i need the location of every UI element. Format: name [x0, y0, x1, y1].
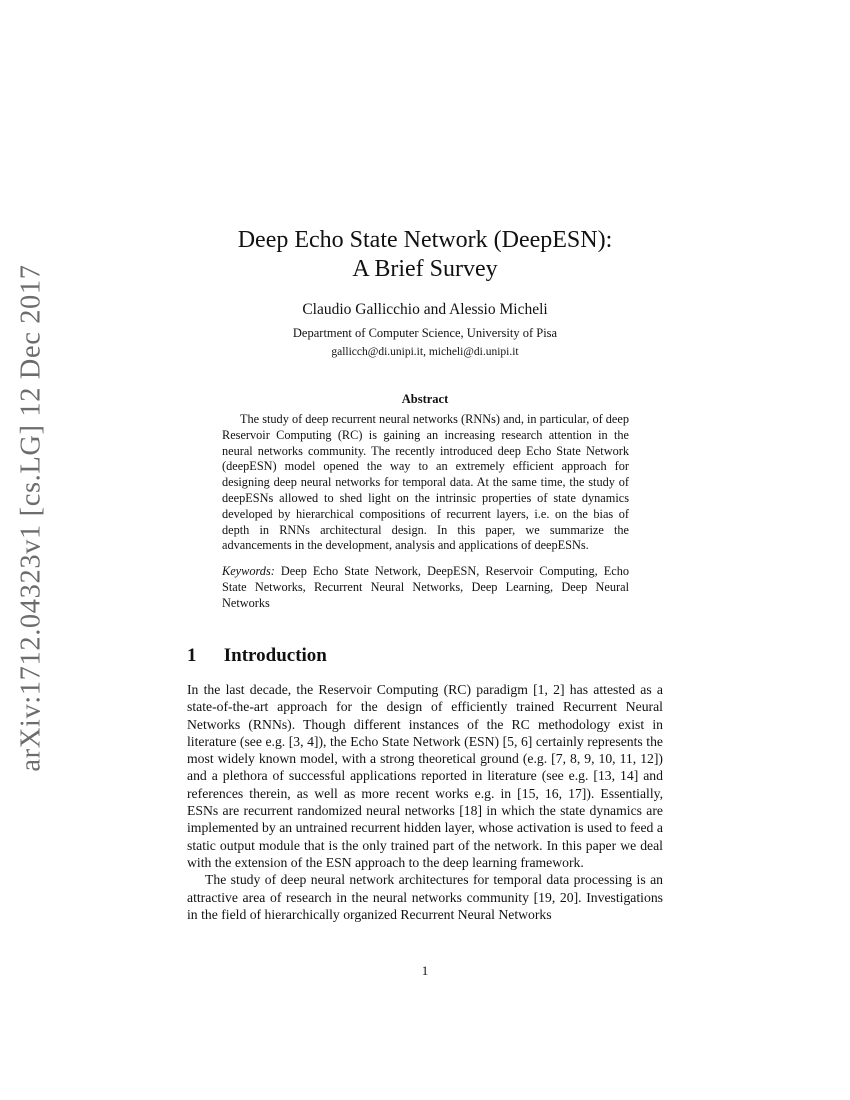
introduction-body [187, 681, 663, 923]
intro-paragraph-2: The study of deep neural network architectures for temporal data processing is an attractive area of research in the neural networks community [19, 20]. Investigations in the field of hierarchically organized Recurrent Neural Networks [187, 872, 663, 922]
author-affiliation: Department of Computer Science, University of Pisa [292, 326, 558, 340]
arxiv-identifier-text: arXiv:1712.04323v1 [cs.LG] 12 Dec 2017 [16, 264, 48, 772]
paper-authors: Claudio Gallicchio and Alessio Micheli [302, 301, 548, 318]
section-number: 1 [187, 645, 197, 666]
abstract-text: The study of deep recurrent neural networks (RNNs) and, in particular, of deep Reservoir Computing (RC) is gaining an increasing research attention in the neural networks community. The recently introduced deep Echo State Network (deepESN) model opened the way to an extremely efficient approach for designing deep neural networks for temporal data. At the same time, the study of deepESNs allowed to shed light on the intrinsic properties of state dynamics developed by hierarchical compositions of recurrent layers, i.e. on the bias of depth in RNNs architectural design. In this paper, we summarize the advancements in the development, analysis and applications of deepESNs. [222, 412, 629, 553]
author-emails: gallicch@di.unipi.it, micheli@di.unipi.it [331, 346, 519, 358]
page-number: 1 [421, 963, 429, 978]
keywords-text: Deep Echo State Network, DeepESN, Reservoir Computing, Echo State Networks, Recurrent Neural Networks, Deep Learning, Deep Neural Networks [222, 564, 629, 610]
intro-paragraph-1: In the last decade, the Reservoir Computing (RC) paradigm [1, 2] has attested as a state-of-the-art approach for the design of efficiently trained Recurrent Neural Networks (RNNs). Though different instances of the RC methodology exist in literature (see e.g. [3, 4]), the Echo State Network (ESN) [5, 6] certainly represents the most widely known model, with a strong theoretical ground (e.g. [7, 8, 9, 10, 11, 12]) and a plethora of successful applications reported in literature (see e.g. [13, 14] and references therein, as well as more recent works e.g. in [15, 16, 17]). Essentially, ESNs are recurrent randomized neural networks [18] in which the state dynamics are implemented by an untrained recurrent hidden layer, whose activation is used to feed a static output module that is the only trained part of the network. In this paper we deal with the extension of the ESN approach to the deep learning framework. [187, 682, 663, 870]
keywords-label: Keywords: [222, 564, 275, 579]
paper-title-line-1: Deep Echo State Network (DeepESN): [237, 227, 613, 253]
abstract-block [222, 412, 629, 612]
section-title: Introduction [223, 645, 327, 666]
keywords [222, 564, 629, 611]
paper-title [120, 226, 730, 284]
section-heading-introduction [187, 644, 327, 668]
paper-title-line-2: A Brief Survey [352, 256, 498, 282]
abstract-heading: Abstract [401, 392, 449, 406]
arxiv-identifier-stamp [10, 258, 54, 778]
